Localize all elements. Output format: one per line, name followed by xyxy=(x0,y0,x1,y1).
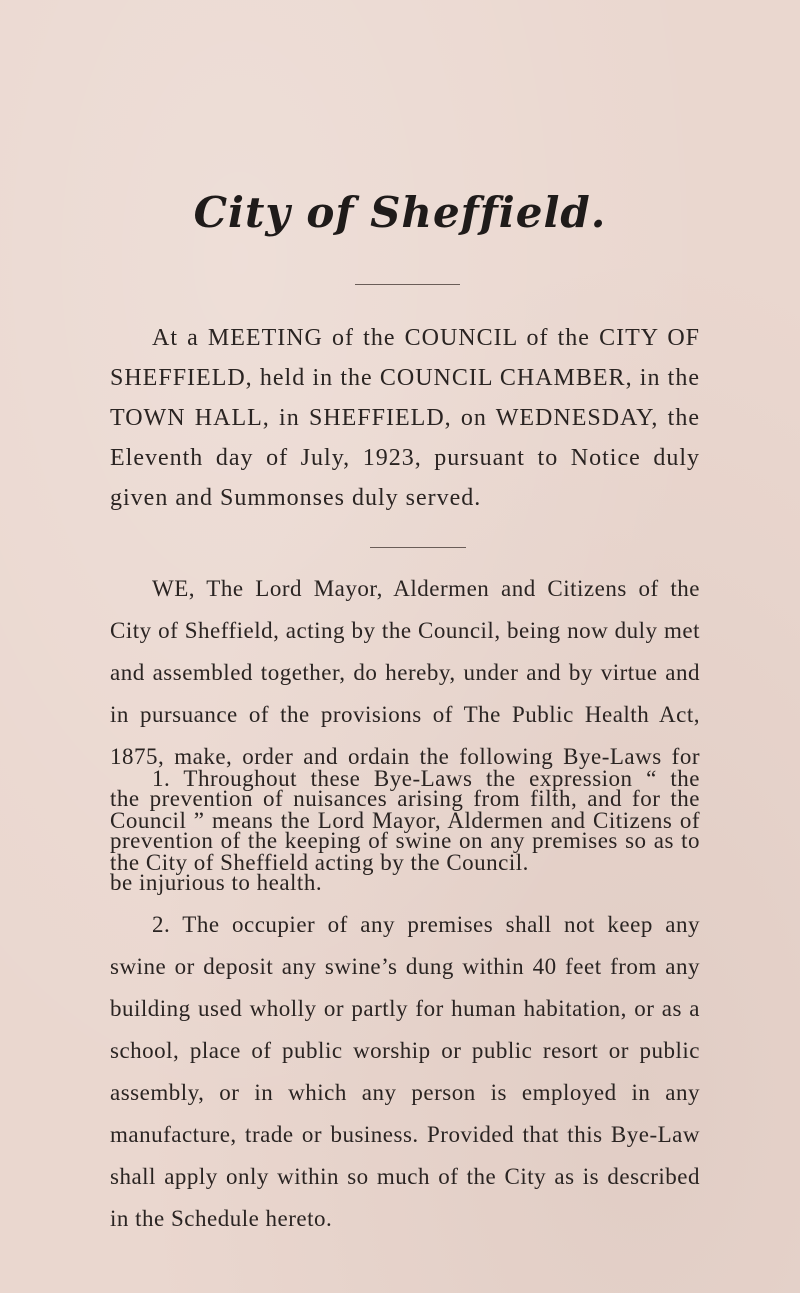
clause-2-block xyxy=(110,904,700,1240)
document-title: City of Sheffield. xyxy=(193,188,607,237)
clause-2-paragraph: 2. The occupier of any premises shall not keep any swine or deposit any swine’s dung within 40 feet from any building used wholly or partly for human habitation, or as a school, place of public worship or public resort or public assembly, or in which any person is employed in any manufacture, trade or business. Provided that this Bye-Law shall apply only within so much of the City as is described in the Schedule hereto. xyxy=(110,912,700,1231)
meeting-paragraph-block xyxy=(110,318,700,518)
preamble-paragraph: WE, The Lord Mayor, Aldermen and Citizens of the City of Sheffield, acting by the Council, being now duly met and assembled together, do hereby, under and by virtue and in pursuance of the provisions of The Public Health Act, 1875, make, order and ordain the following Bye-Laws for the prevention of nuisances arising from filth, and for the prevention of the keeping of swine on any premises so as to be injurious to health. xyxy=(110,576,700,895)
clause-1-block xyxy=(110,758,700,884)
meeting-paragraph: At a MEETING of the COUNCIL of the CITY OF SHEFFIELD, held in the COUNCIL CHAMBER, in the TOWN HALL, in SHEFFIELD, on WEDNESDAY, the Eleventh day of July, 1923, pursuant to Notice duly given and Summonses duly served. xyxy=(110,325,700,511)
section-divider xyxy=(370,547,466,548)
title-divider xyxy=(355,284,460,285)
clause-1-paragraph: 1. Throughout these Bye-Laws the expression “ the Council ” means the Lord Mayor, Aldermen and Citizens of the City of Sheffield acting by the Council. xyxy=(110,766,700,875)
